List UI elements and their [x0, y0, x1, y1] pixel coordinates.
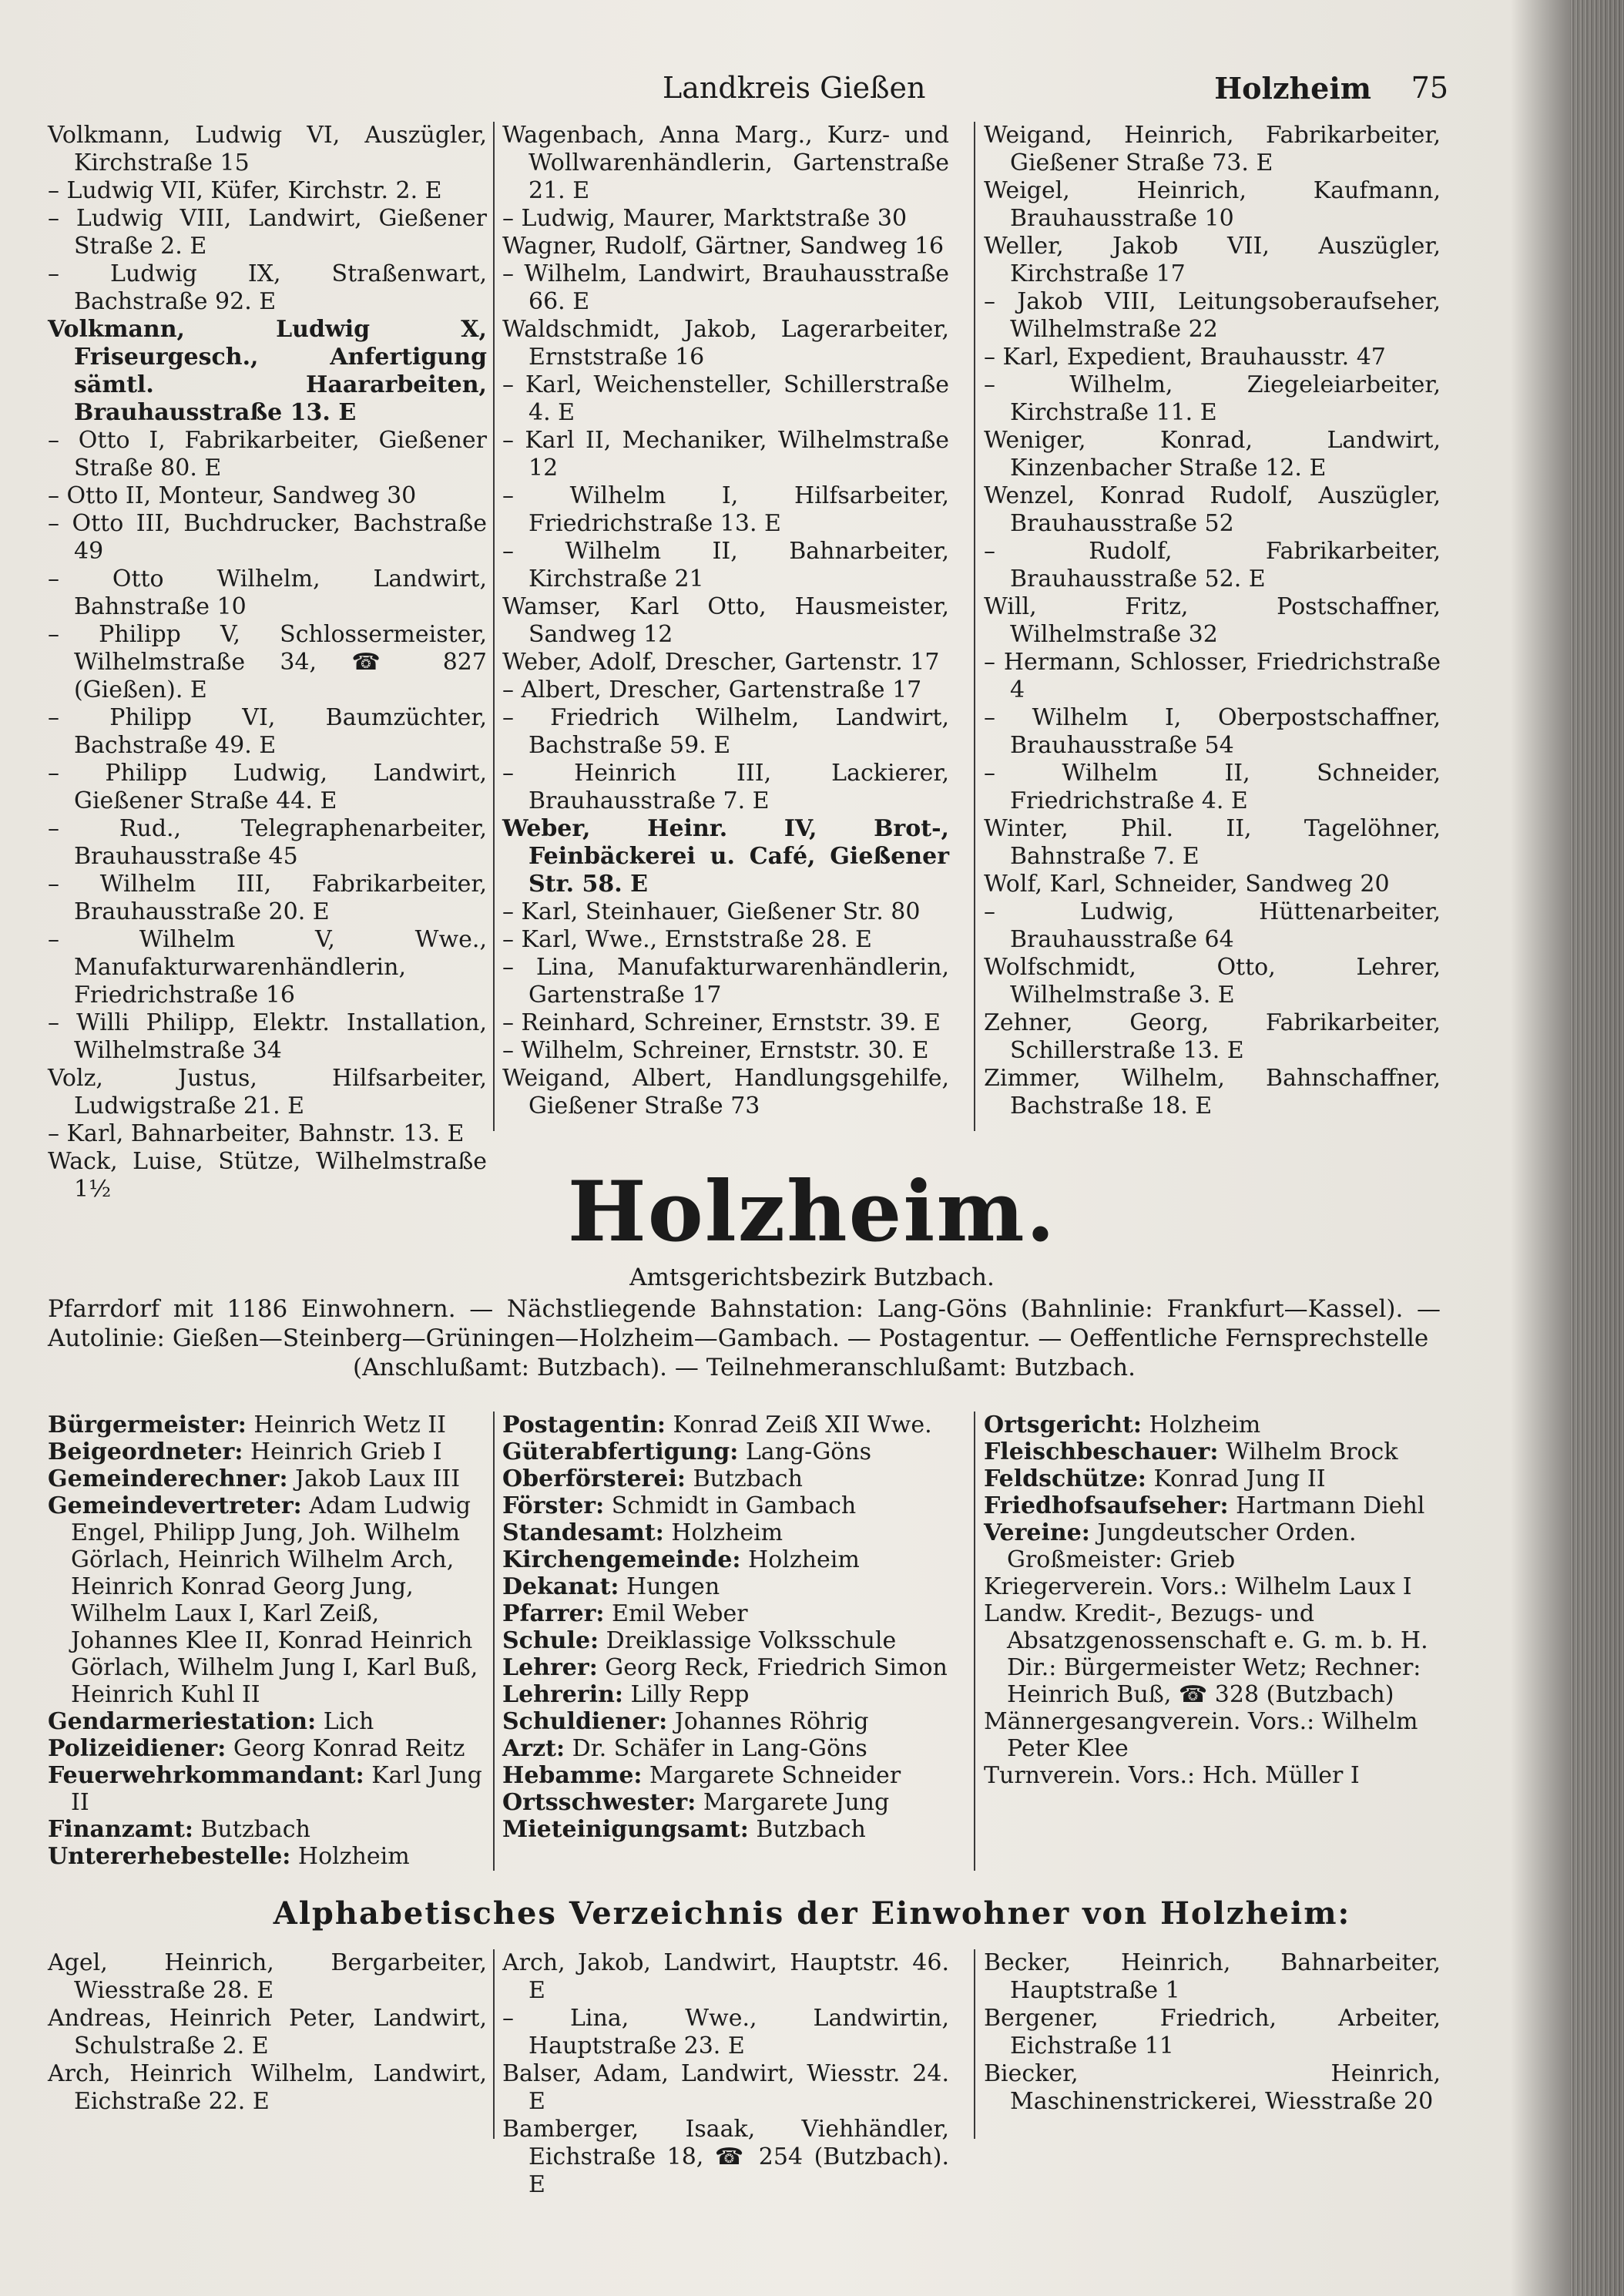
directory-entry: Wenzel, Konrad Rudolf, Auszügler, Brauhausstraße 52 [984, 482, 1441, 537]
official-value: Lang-Göns [738, 1438, 872, 1465]
official-label: Arzt: [502, 1735, 565, 1762]
directory-entry: – Wilhelm I, Oberpostschaffner, Brauhausstraße 54 [984, 704, 1441, 759]
town-intro-text: Pfarrdorf mit 1186 Einwohnern. — Nächstliegende Bahnstation: Lang-Göns (Bahnlinie: Frankfurt—Kassel). — Autolinie: Gießen—Steinberg—Grüningen—Holzheim—Gambach. — Postagentur. — Oeffentliche Fernsprechstelle [48, 1295, 1441, 1352]
directory-entry: – Wilhelm I, Hilfsarbeiter, Friedrichstraße 13. E [502, 482, 949, 537]
official-entry [502, 1600, 949, 1627]
official-value: Holzheim [663, 1519, 783, 1546]
directory-entry: Wagenbach, Anna Marg., Kurz- und Wollwarenhändlerin, Gartenstraße 21. E [502, 122, 949, 204]
official-entry [984, 1519, 1441, 1573]
directory-entry: – Lina, Wwe., Landwirtin, Hauptstraße 23. E [502, 2005, 949, 2059]
official-label: Gendarmeriestation: [48, 1708, 317, 1735]
official-entry [48, 1843, 487, 1870]
residents-heading: Alphabetisches Verzeichnis der Einwohner von Holzheim: [273, 1895, 1351, 1932]
directory-entry: – Ludwig VIII, Landwirt, Gießener Straße 2. E [48, 205, 487, 260]
directory-entry: – Karl II, Mechaniker, Wilhelmstraße 12 [502, 427, 949, 482]
official-value: Karl Jung II [71, 1762, 482, 1816]
directory-entry: – Albert, Drescher, Gartenstraße 17 [502, 676, 922, 703]
directory-entry: Volkmann, Ludwig X, Friseurgesch., Anfertigung sämtl. Haararbeiten, Brauhausstraße 13. E [48, 316, 487, 426]
official-value: Georg Konrad Reitz [226, 1735, 465, 1762]
official-entry [984, 1708, 1441, 1762]
directory-entry: Winter, Phil. II, Tagelöhner, Bahnstraße 7. E [984, 815, 1441, 870]
official-label: Mieteinigungsamt: [502, 1816, 749, 1843]
official-value: Hungen [619, 1573, 720, 1600]
official-label: Schule: [502, 1627, 599, 1654]
directory-entry: Balser, Adam, Landwirt, Wiesstr. 24. E [502, 2060, 949, 2115]
directory-entry: – Jakob VIII, Leitungsoberaufseher, Wilhelmstraße 22 [984, 288, 1441, 343]
column-divider [974, 1949, 975, 2139]
officials-column-3 [984, 1412, 1441, 1789]
directory-entry: – Wilhelm V, Wwe., Manufakturwarenhändlerin, Friedrichstraße 16 [48, 926, 487, 1009]
official-label: Ortsgericht: [984, 1412, 1142, 1438]
directory-entry: Weigand, Albert, Handlungsgehilfe, Gießener Straße 73 [502, 1065, 949, 1119]
official-label: Ortsschwester: [502, 1789, 696, 1816]
official-value: Georg Reck, Friedrich Simon [597, 1654, 948, 1681]
directory-entry: Weniger, Konrad, Landwirt, Kinzenbacher Straße 12. E [984, 427, 1441, 482]
directory-entry: Wamser, Karl Otto, Hausmeister, Sandweg 12 [502, 593, 949, 648]
directory-entry: Zimmer, Wilhelm, Bahnschaffner, Bachstraße 18. E [984, 1065, 1441, 1119]
officials-column-2 [502, 1412, 949, 1843]
directory-entry: Weigel, Heinrich, Kaufmann, Brauhausstraße 10 [984, 177, 1441, 232]
directory-entry: Weber, Adolf, Drescher, Gartenstr. 17 [502, 649, 940, 676]
residents-column-1 [48, 1949, 487, 2116]
directory-entry: Wack, Luise, Stütze, Wilhelmstraße 1½ [48, 1148, 487, 1203]
official-entry [984, 1465, 1441, 1492]
directory-entry: Weigand, Heinrich, Fabrikarbeiter, Gießener Straße 73. E [984, 122, 1441, 176]
column-divider [493, 122, 495, 1131]
directory-entry: – Ludwig, Maurer, Marktstraße 30 [502, 205, 908, 232]
directory-entry: Arch, Heinrich Wilhelm, Landwirt, Eichstraße 22. E [48, 2060, 487, 2115]
official-label: Dekanat: [502, 1573, 619, 1600]
directory-entry: Bamberger, Isaak, Viehhändler, Eichstraße 18, ☎ 254 (Butzbach). E [502, 2116, 949, 2198]
official-entry [48, 1762, 487, 1816]
official-entry [502, 1735, 949, 1762]
official-label: Polizeidiener: [48, 1735, 226, 1762]
running-head-district: Landkreis Gießen [663, 71, 926, 105]
official-label: Oberförsterei: [502, 1465, 686, 1492]
directory-entry: – Karl, Bahnarbeiter, Bahnstr. 13. E [48, 1120, 465, 1147]
official-label: Gemeinderechner: [48, 1465, 288, 1492]
running-head-place: Holzheim [1214, 71, 1371, 106]
official-value: Männergesangverein. Vors.: Wilhelm Peter Klee [984, 1708, 1418, 1762]
town-intro-last: (Anschlußamt: Butzbach). — Teilnehmeranschlußamt: Butzbach. [353, 1354, 1136, 1381]
directory-entry: – Otto I, Fabrikarbeiter, Gießener Straße 80. E [48, 427, 487, 482]
directory-entry: – Philipp Ludwig, Landwirt, Gießener Straße 44. E [48, 760, 487, 814]
official-value: Johannes Röhrig [667, 1708, 869, 1735]
official-label: Schuldiener: [502, 1708, 668, 1735]
official-value: Lilly Repp [622, 1681, 750, 1708]
official-entry [502, 1654, 949, 1681]
directory-entry: – Hermann, Schlosser, Friedrichstraße 4 [984, 649, 1441, 703]
town-title: Holzheim. [567, 1163, 1057, 1260]
residents-section [48, 1949, 1441, 2198]
official-label: Feldschütze: [984, 1465, 1146, 1492]
directory-entry: Becker, Heinrich, Bahnarbeiter, Hauptstraße 1 [984, 1949, 1441, 2004]
official-value: Dr. Schäfer in Lang-Göns [565, 1735, 867, 1762]
official-entry [502, 1546, 949, 1573]
running-head [46, 71, 1448, 117]
directory-entry: Biecker, Heinrich, Maschinenstrickerei, Wiesstraße 20 [984, 2060, 1441, 2115]
page-number: 75 [1411, 71, 1448, 105]
directory-entry: – Karl, Steinhauer, Gießener Str. 80 [502, 898, 921, 925]
directory-entry: – Wilhelm, Landwirt, Brauhausstraße 66. E [502, 260, 949, 315]
residents-column-3 [984, 1949, 1441, 2116]
official-value: Jakob Laux III [287, 1465, 461, 1492]
directory-entry: Bergener, Friedrich, Arbeiter, Eichstraße 11 [984, 2005, 1441, 2059]
column-divider [974, 1412, 975, 1871]
official-label: Fleischbeschauer: [984, 1438, 1219, 1465]
directory-entry: – Karl, Expedient, Brauhausstr. 47 [984, 344, 1386, 371]
official-entry [984, 1600, 1441, 1708]
official-value: Lich [316, 1708, 374, 1735]
official-entry [502, 1438, 949, 1465]
column-divider [493, 1949, 495, 2139]
official-value: Butzbach [685, 1465, 803, 1492]
official-entry [984, 1573, 1441, 1600]
directory-entry: – Wilhelm II, Schneider, Friedrichstraße 4. E [984, 760, 1441, 814]
official-entry [502, 1465, 949, 1492]
official-label: Friedhofsaufseher: [984, 1492, 1229, 1519]
official-label: Kirchengemeinde: [502, 1546, 741, 1573]
directory-entry: – Reinhard, Schreiner, Ernststr. 39. E [502, 1009, 941, 1036]
official-label: Bürgermeister: [48, 1412, 247, 1438]
official-value: Holzheim [740, 1546, 860, 1573]
official-label: Förster: [502, 1492, 605, 1519]
column-divider [974, 122, 975, 1131]
official-label: Postagentin: [502, 1412, 666, 1438]
directory-top-section [48, 122, 1441, 1203]
directory-entry: – Lina, Manufakturwarenhändlerin, Gartenstraße 17 [502, 954, 949, 1009]
official-entry [48, 1492, 487, 1708]
official-value: Margarete Jung [696, 1789, 890, 1816]
official-label: Finanzamt: [48, 1816, 193, 1843]
directory-entry: – Wilhelm, Schreiner, Ernststr. 30. E [502, 1037, 929, 1064]
officials-column-1 [48, 1412, 487, 1870]
official-value: Landw. Kredit-, Bezugs- und Absatzgenossenschaft e. G. m. b. H. Dir.: Bürgermeister Wetz; Rechner: Heinrich Buß, ☎ 328 (Butzbach) [984, 1600, 1428, 1708]
official-entry [48, 1735, 487, 1762]
official-entry [48, 1816, 487, 1843]
official-label: Gemeindevertreter: [48, 1492, 302, 1519]
official-value: Heinrich Wetz II [246, 1412, 447, 1438]
directory-entry: Agel, Heinrich, Bergarbeiter, Wiesstraße 28. E [48, 1949, 487, 2004]
official-label: Vereine: [984, 1519, 1090, 1546]
official-value: Konrad Jung II [1146, 1465, 1326, 1492]
directory-entry: – Ludwig, Hüttenarbeiter, Brauhausstraße 64 [984, 898, 1441, 953]
directory-entry: – Karl, Wwe., Ernststraße 28. E [502, 926, 872, 953]
official-entry [502, 1627, 949, 1654]
directory-entry: – Friedrich Wilhelm, Landwirt, Bachstraße 59. E [502, 704, 949, 759]
directory-column-3 [984, 122, 1441, 1120]
official-entry [502, 1519, 949, 1546]
directory-entry: – Wilhelm, Ziegeleiarbeiter, Kirchstraße 11. E [984, 371, 1441, 426]
official-entry [502, 1492, 949, 1519]
official-value: Jungdeutscher Orden. Großmeister: Grieb [1007, 1519, 1357, 1573]
directory-entry: Andreas, Heinrich Peter, Landwirt, Schulstraße 2. E [48, 2005, 487, 2059]
directory-entry: – Wilhelm III, Fabrikarbeiter, Brauhausstraße 20. E [48, 871, 487, 925]
official-label: Standesamt: [502, 1519, 664, 1546]
official-value: Heinrich Grieb I [243, 1438, 442, 1465]
official-entry [984, 1438, 1441, 1465]
official-value: Kriegerverein. Vors.: Wilhelm Laux I [984, 1573, 1412, 1600]
official-label: Lehrerin: [502, 1681, 623, 1708]
directory-entry: – Rud., Telegraphenarbeiter, Brauhausstraße 45 [48, 815, 487, 870]
official-entry [48, 1438, 487, 1465]
official-entry [48, 1708, 487, 1735]
official-entry [984, 1412, 1441, 1438]
official-entry [48, 1465, 487, 1492]
official-value: Schmidt in Gambach [604, 1492, 857, 1519]
town-subtitle: Amtsgerichtsbezirk Butzbach. [629, 1264, 995, 1291]
official-value: Adam Ludwig Engel, Philipp Jung, Joh. Wilhelm Görlach, Heinrich Wilhelm Arch, Heinrich Konrad Georg Jung, Wilhelm Laux I, Karl Zeiß, Johannes Klee II, Konrad Heinrich Görlach, Wilhelm Jung I, Karl Buß, Heinrich Kuhl II [71, 1492, 478, 1708]
directory-entry: – Rudolf, Fabrikarbeiter, Brauhausstraße 52. E [984, 538, 1441, 592]
directory-entry: – Willi Philipp, Elektr. Installation, Wilhelmstraße 34 [48, 1009, 487, 1064]
official-value: Turnverein. Vors.: Hch. Müller I [984, 1762, 1360, 1789]
directory-entry: – Heinrich III, Lackierer, Brauhausstraße 7. E [502, 760, 949, 814]
directory-entry: Wolfschmidt, Otto, Lehrer, Wilhelmstraße 3. E [984, 954, 1441, 1009]
directory-entry: – Wilhelm II, Bahnarbeiter, Kirchstraße 21 [502, 538, 949, 592]
official-value: Butzbach [193, 1816, 310, 1843]
official-label: Beigeordneter: [48, 1438, 243, 1465]
official-label: Untererhebestelle: [48, 1843, 291, 1870]
official-entry [502, 1573, 949, 1600]
official-entry [502, 1816, 949, 1843]
directory-entry: Wolf, Karl, Schneider, Sandweg 20 [984, 871, 1390, 898]
official-value: Hartmann Diehl [1228, 1492, 1425, 1519]
directory-entry: Wagner, Rudolf, Gärtner, Sandweg 16 [502, 233, 945, 260]
official-entry [502, 1789, 949, 1816]
officials-section [48, 1412, 1441, 1871]
official-value: Wilhelm Brock [1218, 1438, 1398, 1465]
directory-entry: Waldschmidt, Jakob, Lagerarbeiter, Ernststraße 16 [502, 316, 949, 371]
official-value: Konrad Zeiß XII Wwe. [665, 1412, 932, 1438]
official-entry [502, 1708, 949, 1735]
directory-entry: – Otto III, Buchdrucker, Bachstraße 49 [48, 510, 487, 565]
official-value: Dreiklassige Volksschule [599, 1627, 897, 1654]
official-value: Emil Weber [604, 1600, 748, 1627]
official-entry [502, 1412, 949, 1438]
residents-column-2 [502, 1949, 949, 2199]
official-label: Feuerwehrkommandant: [48, 1762, 364, 1789]
official-label: Pfarrer: [502, 1600, 605, 1627]
book-page-edge [1570, 0, 1624, 2296]
directory-entry: Arch, Jakob, Landwirt, Hauptstr. 46. E [502, 1949, 949, 2004]
official-label: Lehrer: [502, 1654, 598, 1681]
directory-entry: Volz, Justus, Hilfsarbeiter, Ludwigstraße 21. E [48, 1065, 487, 1119]
directory-entry: Volkmann, Ludwig VI, Auszügler, Kirchstraße 15 [48, 122, 487, 176]
directory-column-1 [48, 122, 487, 1203]
official-value: Holzheim [1141, 1412, 1261, 1438]
directory-column-2 [502, 122, 949, 1120]
directory-entry: – Ludwig VII, Küfer, Kirchstr. 2. E [48, 177, 442, 204]
official-entry [48, 1412, 487, 1438]
column-divider [493, 1412, 495, 1871]
directory-entry: – Ludwig IX, Straßenwart, Bachstraße 92. E [48, 260, 487, 315]
directory-entry: Weber, Heinr. IV, Brot-, Feinbäckerei u. Café, Gießener Str. 58. E [502, 815, 949, 898]
directory-entry: Will, Fritz, Postschaffner, Wilhelmstraße 32 [984, 593, 1441, 648]
official-value: Margarete Schneider [642, 1762, 901, 1789]
official-value: Holzheim [290, 1843, 410, 1870]
directory-entry: Zehner, Georg, Fabrikarbeiter, Schillerstraße 13. E [984, 1009, 1441, 1064]
official-entry [502, 1681, 949, 1708]
official-label: Güterabfertigung: [502, 1438, 739, 1465]
official-entry [984, 1762, 1441, 1789]
directory-entry: – Otto II, Monteur, Sandweg 30 [48, 482, 417, 509]
town-intro [48, 1294, 1441, 1382]
directory-entry: – Philipp V, Schlossermeister, Wilhelmstraße 34, ☎ 827 (Gießen). E [48, 621, 487, 703]
directory-entry: – Philipp VI, Baumzüchter, Bachstraße 49. E [48, 704, 487, 759]
directory-entry: – Karl, Weichensteller, Schillerstraße 4. E [502, 371, 949, 426]
official-entry [984, 1492, 1441, 1519]
official-label: Hebamme: [502, 1762, 643, 1789]
official-value: Butzbach [748, 1816, 866, 1843]
official-entry [502, 1762, 949, 1789]
directory-entry: Weller, Jakob VII, Auszügler, Kirchstraße 17 [984, 233, 1441, 287]
directory-entry: – Otto Wilhelm, Landwirt, Bahnstraße 10 [48, 566, 487, 620]
